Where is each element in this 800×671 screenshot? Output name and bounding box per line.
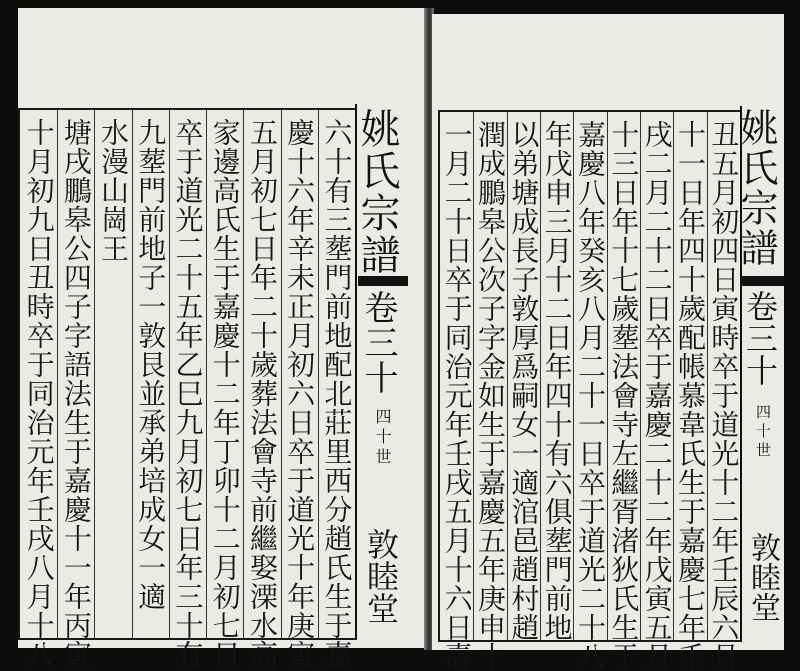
left-header-divider [358,276,408,286]
text-column: 丑五月初四日寅時卒于道光十二年壬辰六月 [707,120,741,671]
column-rule [132,110,133,638]
text-column: 以弟塘成長子敦厚爲嗣女一適涫邑趙村趙 [507,120,541,642]
text-column: 潤成鵬皋公次子字金如生于嘉慶五年庚申十 [474,120,507,671]
text-column: 一月二十日卒于同治元年壬戌五月十六日壽 [440,120,474,671]
column-rule [94,110,95,638]
text-column: 十月初九日丑時卒于同治元年壬戌八月十八 [22,118,56,669]
text-column: 九塟門前地子一敦艮並承弟培成女一適 [134,118,168,611]
text-column: 十一日年四十歲配帳慕韋氏生于嘉慶七年壬 [674,120,707,671]
right-page-publisher: 敦睦堂 [745,532,780,622]
column-rule [243,110,244,638]
text-column: 塘戌鵬皋公四子字語法生于嘉慶十一年丙寅 [59,118,93,669]
text-column: 戌二月二十二日卒于嘉慶二十二年戊寅五月 [640,120,674,671]
text-column: 六十有三塟門前地配北莊里西分趙氏生于嘉 [320,118,354,669]
column-rule [57,110,58,638]
left-page [18,8,426,669]
right-header-divider [742,276,784,286]
left-text-frame [18,108,357,669]
text-column: 十三日年十七歲塟法會寺左繼胥渚狄氏生于 [607,120,641,671]
text-column: 卒于道光二十五年乙巳九月初七日年三十有 [171,118,205,669]
left-page-title: 姚氏宗譜 [354,108,400,276]
column-rule [640,112,641,640]
left-page-publisher: 敦睦堂 [362,528,400,624]
text-column: 慶十六年辛未正月初六日卒于道光十年庚寅 [283,118,317,669]
column-rule [206,110,207,638]
left-page-generation: 四十世 [373,408,392,468]
text-column: 五月初七日年二十歲葬法會寺前繼娶溧水高 [245,118,279,669]
column-rule [281,110,282,638]
column-rule [318,110,319,638]
right-page [432,14,784,671]
column-rule [169,110,170,638]
column-rule [540,112,541,640]
left-page-volume: 卷三十 [358,290,398,395]
text-column: 嘉慶八年癸亥八月二十一日卒于道光二十八 [574,120,607,671]
right-text-columns [440,112,741,671]
text-column: 年戊申三月十二日年四十有六俱塟門前地 [540,120,574,642]
right-page-generation: 四十世 [754,404,772,461]
left-text-columns [20,110,355,669]
right-text-frame [438,110,742,671]
right-page-volume: 卷三十 [741,290,779,386]
text-column: 水漫山崗王 [97,118,131,263]
text-column: 家邊高氏生于嘉慶十二年丁卯十二月初七日 [208,118,242,669]
right-page-title: 姚氏宗譜 [734,108,778,268]
